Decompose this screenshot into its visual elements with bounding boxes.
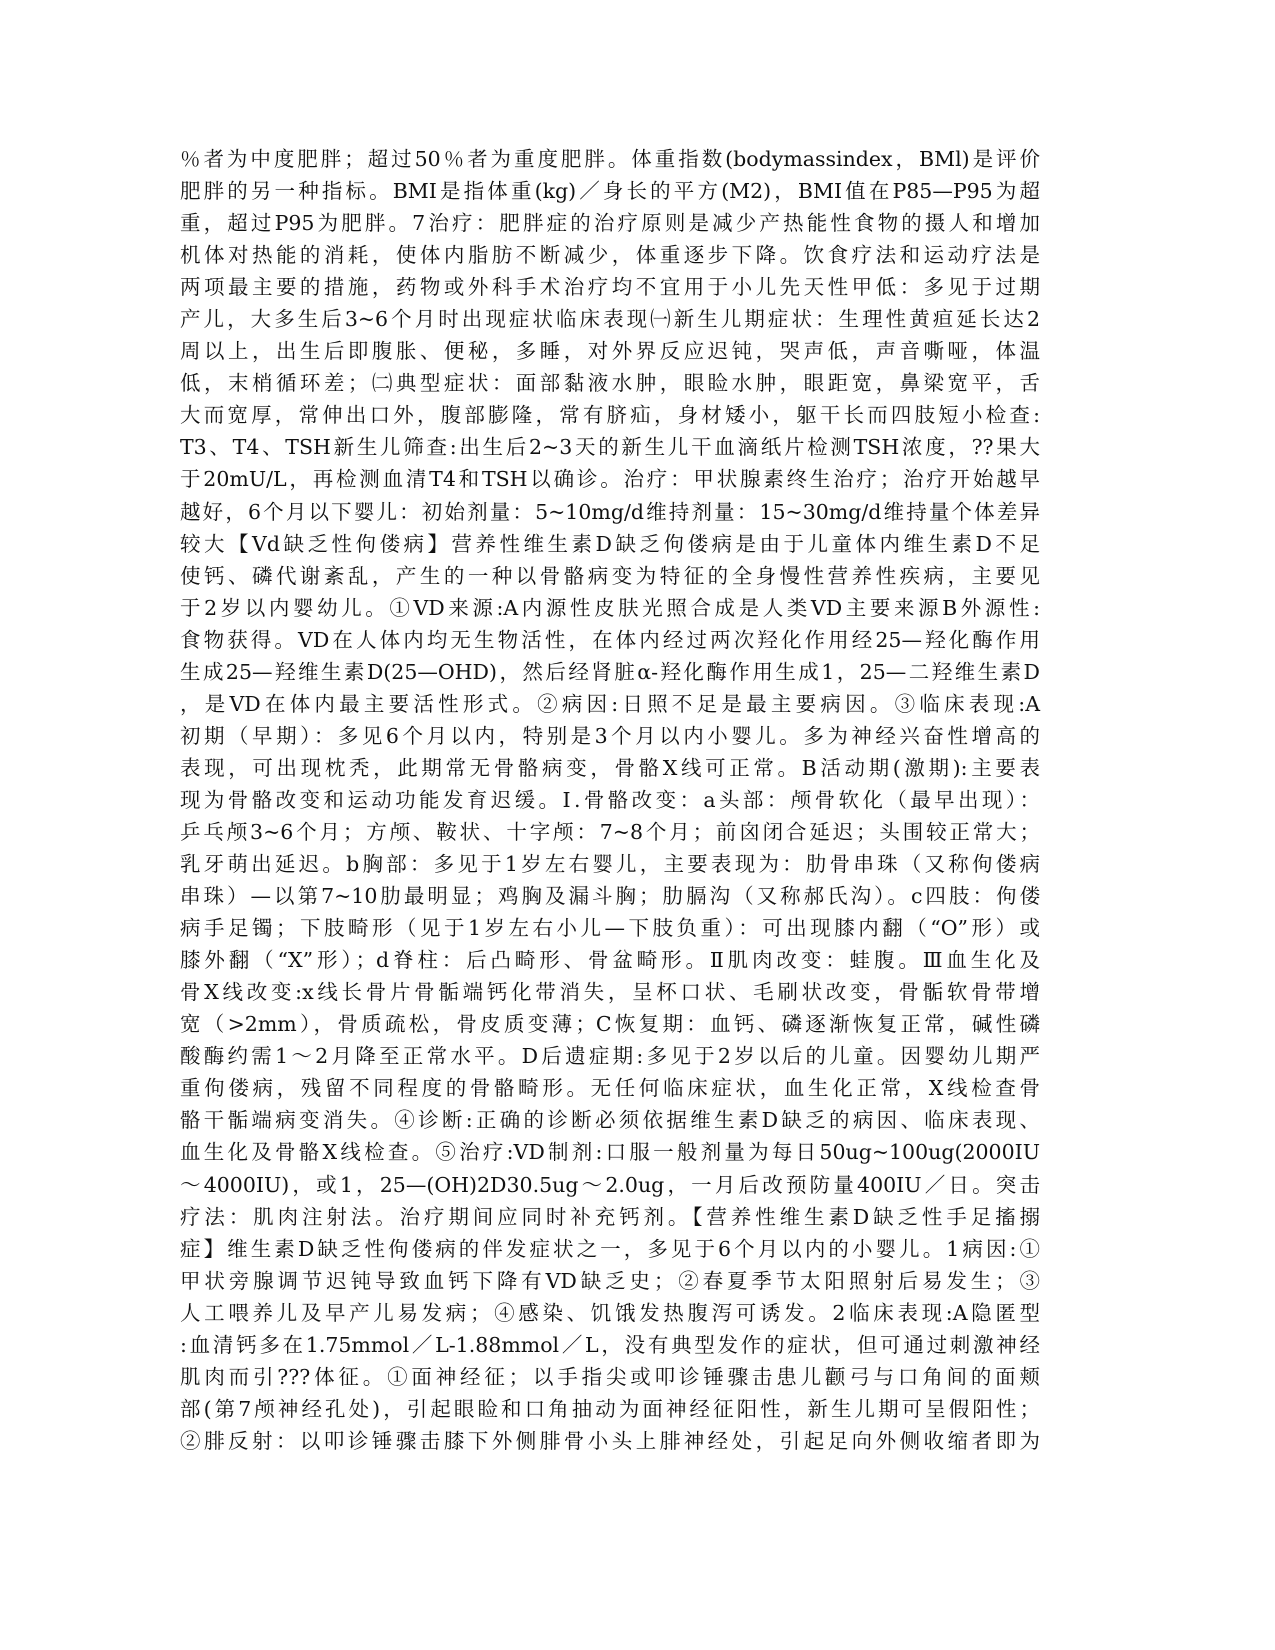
text-line: 大而宽厚，常伸出口外，腹部膨隆，常有脐疝，身材矮小，躯干长而四肢短小检查: (180, 403, 1040, 428)
text-line: 表现，可出现枕秃，此期常无骨骼病变，骨骼X线可正常。B活动期(激期):主要表 (180, 755, 1040, 780)
text-line: 串珠）—以第7~10肋最明显；鸡胸及漏斗胸；肋膈沟（又称郝氏沟）。c四肢：佝偻 (180, 884, 1040, 909)
text-line: 生成25—羟维生素D(25—OHD)，然后经肾脏α-羟化酶作用生成1，25—二羟维生素D (180, 659, 1040, 684)
text-line: 血生化及骨骼X线检查。⑤治疗:VD制剂:口服一般剂量为每日50ug~100ug(2000IU (180, 1140, 1040, 1165)
text-line: 现为骨骼改变和运动功能发育迟缓。Ⅰ.骨骼改变：a头部：颅骨软化（最早出现）： (180, 787, 1040, 812)
text-line: 产儿，大多生后3~6个月时出现症状临床表现㈠新生儿期症状：生理性黄疸延长达2 (180, 307, 1040, 332)
text-line: 重，超过P95为肥胖。7治疗：肥胖症的治疗原则是减少产热能性食物的摄人和增加 (180, 211, 1040, 236)
text-line: 食物获得。VD在人体内均无生物活性，在体内经过两次羟化作用经25—羟化酶作用 (180, 627, 1040, 652)
text-line: 病手足镯；下肢畸形（见于1岁左右小儿—下肢负重）：可出现膝内翻（“O”形）或 (180, 916, 1040, 941)
text-line: 部(第7颅神经孔处)，引起眼睑和口角抽动为面神经征阳性，新生儿期可呈假阳性； (180, 1396, 1040, 1421)
text-line: 肌肉而引???体征。①面神经征；以手指尖或叩诊锤骤击患儿颧弓与口角间的面颊 (180, 1364, 1040, 1389)
text-line: 于20mU/L，再检测血清T4和TSH以确诊。治疗：甲状腺素终生治疗；治疗开始越早 (180, 467, 1040, 492)
text-line: 于2岁以内婴幼儿。①VD来源:A内源性皮肤光照合成是人类VD主要来源B外源性: (180, 595, 1040, 620)
text-line: 酸酶约需1～2月降至正常水平。D后遗症期:多见于2岁以后的儿童。因婴幼儿期严 (180, 1044, 1040, 1069)
text-line: 重佝偻病，残留不同程度的骨骼畸形。无任何临床症状，血生化正常，X线检查骨 (180, 1076, 1040, 1101)
text-line: ％者为中度肥胖；超过50％者为重度肥胖。体重指数(bodymassindex，BMl)是评价 (180, 147, 1040, 171)
text-line: T3、T4、TSH新生儿筛查:出生后2~3天的新生儿干血滴纸片检测TSH浓度，??果大 (180, 435, 1040, 460)
text-line: 周以上，出生后即腹胀、便秘，多睡，对外界反应迟钝，哭声低，声音嘶哑，体温 (180, 339, 1040, 364)
text-line: 乳牙萌出延迟。b胸部：多见于1岁左右婴儿，主要表现为：肋骨串珠（又称佝偻病 (180, 852, 1040, 877)
text-line: 两项最主要的措施，药物或外科手术治疗均不宜用于小儿先天性甲低：多见于过期 (180, 275, 1040, 300)
text-line: 低，末梢循环差；㈡典型症状：面部黏液水肿，眼睑水肿，眼距宽，鼻梁宽平，舌 (180, 371, 1040, 396)
text-line: 越好，6个月以下婴儿：初始剂量：5~10mg/d维持剂量：15~30mg/d维持量个体差异 (180, 499, 1040, 524)
text-line: 乒乓颅3~6个月；方颅、鞍状、十字颅：7~8个月；前囟闭合延迟；头围较正常大； (180, 819, 1040, 844)
text-line: 骨X线改变:x线长骨片骨骺端钙化带消失，呈杯口状、毛刷状改变，骨骺软骨带增 (180, 980, 1040, 1005)
text-line: 较大【Vd缺乏性佝偻病】营养性维生素D缺乏佝偻病是由于儿童体内维生素D不足 (180, 531, 1040, 556)
text-line: 宽（>2mm），骨质疏松，骨皮质变薄；C恢复期：血钙、磷逐渐恢复正常，碱性磷 (180, 1012, 1040, 1037)
text-line: ，是VD在体内最主要活性形式。②病因:日照不足是最主要病因。③临床表现:A (180, 691, 1040, 716)
text-line: ～4000IU)，或1，25—(OH)2D30.5ug～2.0ug，一月后改预防量400IU／日。突击 (180, 1172, 1040, 1197)
text-line: 膝外翻（“X”形）；d脊柱：后凸畸形、骨盆畸形。Ⅱ肌肉改变：蛙腹。Ⅲ血生化及 (180, 948, 1040, 973)
text-line: :血清钙多在1.75mmol／L-1.88mmol／L，没有典型发作的症状，但可通过刺激神经 (180, 1332, 1040, 1357)
text-line: 机体对热能的消耗，使体内脂肪不断减少，体重逐步下降。饮食疗法和运动疗法是 (180, 243, 1040, 268)
document-body (180, 143, 1040, 1457)
text-line: 骼干骺端病变消失。④诊断:正确的诊断必须依据维生素D缺乏的病因、临床表现、 (180, 1108, 1040, 1133)
text-line: 症】维生素D缺乏性佝偻病的伴发症状之一，多见于6个月以内的小婴儿。1病因:① (180, 1236, 1040, 1261)
text-line: ②腓反射：以叩诊锤骤击膝下外侧腓骨小头上腓神经处，引起足向外侧收缩者即为 (180, 1428, 1040, 1453)
text-line: 疗法：肌肉注射法。治疗期间应同时补充钙剂。【营养性维生素D缺乏性手足搐搦 (180, 1204, 1040, 1229)
text-line: 肥胖的另一种指标。BMI是指体重(kg)／身长的平方(M2)，BMI值在P85—P95为超 (180, 179, 1040, 204)
text-line: 使钙、磷代谢紊乱，产生的一种以骨骼病变为特征的全身慢性营养性疾病，主要见 (180, 563, 1040, 588)
text-line: 甲状旁腺调节迟钝导致血钙下降有VD缺乏史；②春夏季节太阳照射后易发生；③ (180, 1268, 1040, 1293)
text-line: 人工喂养儿及早产儿易发病；④感染、饥饿发热腹泻可诱发。2临床表现:A隐匿型 (180, 1300, 1040, 1325)
text-line: 初期（早期）：多见6个月以内，特别是3个月以内小婴儿。多为神经兴奋性增高的 (180, 723, 1040, 748)
